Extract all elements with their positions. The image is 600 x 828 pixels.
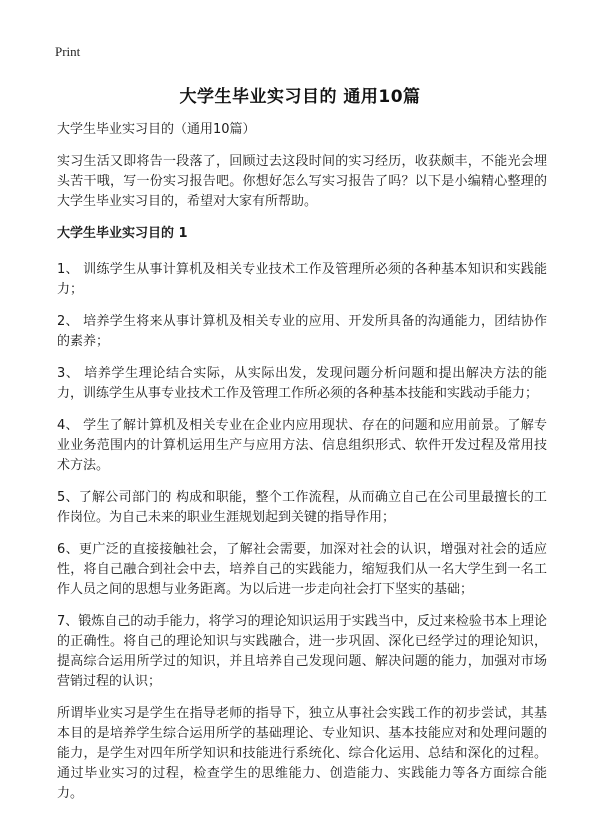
- intro-paragraph: 实习生活又即将告一段落了，回顾过去这段时间的实习经历，收获颇丰，不能光会埋头苦干哦，写一份实习报告吧。你想好怎么写实习报告了吗？以下是小编精心整理的大学生毕业实习目的，希望对大家有所帮助。: [57, 154, 547, 209]
- document-subtitle: 大学生毕业实习目的（通用10篇）: [57, 122, 256, 137]
- paragraph-6: 6、更广泛的直接接触社会，了解社会需要，加深对社会的认识，增强对社会的适应性，将自己融合到社会中去，培养自己的实践能力，缩短我们从一名大学生到一名工作人员之间的思想与业务距离。为以后进一步走向社会打下坚实的基础；: [57, 542, 547, 597]
- document-body: [57, 120, 547, 816]
- paragraph-4: 4、 学生了解计算机及相关专业在企业内应用现状、存在的问题和应用前景。了解专业业务范围内的计算机运用生产与应用方法、信息组织形式、软件开发过程及常用技术方法。: [57, 418, 547, 473]
- paragraph-2: 2、 培养学生将来从事计算机及相关专业的应用、开发所具备的沟通能力，团结协作的素养；: [57, 314, 547, 349]
- paragraph-3: 3、 培养学生理论结合实际，从实际出发，发现问题分析问题和提出解决方法的能力，训练学生从事专业技术工作及管理工作所必须的各种基本技能和实践动手能力；: [57, 366, 547, 401]
- paragraph-7: 7、锻炼自己的动手能力，将学习的理论知识运用于实践当中，反过来检验书本上理论的正确性。将自己的理论知识与实践融合，进一步巩固、深化已经学过的理论知识，提高综合运用所学过的知识，并且培养自己发现问题、解决问题的能力，加强对市场营销过程的认识；: [57, 614, 547, 689]
- document-title: 大学生毕业实习目的 通用10篇: [179, 87, 421, 107]
- paragraph-1: 1、 训练学生从事计算机及相关专业技术工作及管理所必须的各种基本知识和实践能力；: [57, 262, 547, 297]
- paragraph-summary: 所谓毕业实习是学生在指导老师的指导下，独立从事社会实践工作的初步尝试，其基本目的是培养学生综合运用所学的基础理论、专业知识、基本技能应对和处理问题的能力，是学生对四年所学知识和技能进行系统化、综合化运用、总结和深化的过程。通过毕业实习的过程，检查学生的思维能力、创造能力、实践能力等各方面综合能力。: [57, 706, 547, 801]
- print-label: Print: [55, 44, 81, 59]
- section-heading: 大学生毕业实习目的 1: [57, 226, 188, 241]
- paragraph-5: 5、了解公司部门的 构成和职能，整个工作流程，从而确立自己在公司里最擅长的工作岗位。为自己未来的职业生涯规划起到关键的指导作用；: [57, 490, 547, 525]
